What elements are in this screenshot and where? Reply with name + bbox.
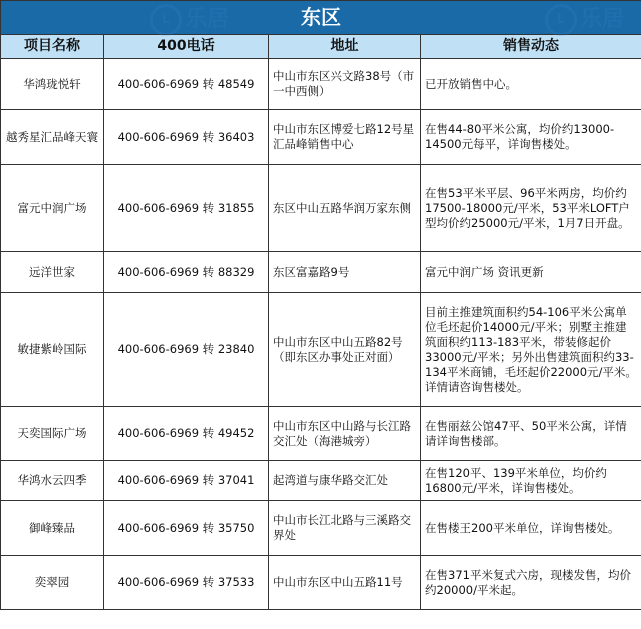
sales-info-cell: 在售371平米复式六房，现楼发售，均价约20000/平米起。	[421, 556, 641, 610]
address-cell: 中山市东区兴文路38号（市一中西侧）	[269, 59, 421, 110]
project-name-cell: 御峰臻品	[1, 501, 104, 556]
phone-cell: 400-606-6969 转 49452	[104, 407, 269, 461]
table-row	[1, 59, 641, 110]
phone-cell: 400-606-6969 转 37533	[104, 556, 269, 610]
header-project-name: 项目名称	[1, 35, 104, 59]
header-sales-info: 销售动态	[421, 35, 641, 59]
phone-cell: 400-606-6969 转 23840	[104, 293, 269, 407]
title-row	[1, 1, 641, 35]
header-phone: 400电话	[104, 35, 269, 59]
table-row	[1, 461, 641, 501]
address-cell: 东区富嘉路9号	[269, 252, 421, 293]
header-row	[1, 35, 641, 59]
project-name-cell: 华鸿水云四季	[1, 461, 104, 501]
phone-cell: 400-606-6969 转 48549	[104, 59, 269, 110]
table-row	[1, 110, 641, 165]
project-name-cell: 奕翠园	[1, 556, 104, 610]
address-cell: 起湾道与康华路交汇处	[269, 461, 421, 501]
address-cell: 中山市东区中山五路82号（即东区办事处正对面）	[269, 293, 421, 407]
phone-cell: 400-606-6969 转 36403	[104, 110, 269, 165]
table-row	[1, 501, 641, 556]
sales-info-cell: 目前主推建筑面积约54-106平米公寓单位毛坯起价14000元/平米；别墅主推建筑面积约113-183平米，带装修起价33000元/平米；另外出售建筑面积约33-134平米商铺，毛坯起价22000元/平米。详情请咨询售楼处。	[421, 293, 641, 407]
address-cell: 中山市长江北路与三溪路交界处	[269, 501, 421, 556]
project-name-cell: 华鸿珑悦轩	[1, 59, 104, 110]
sales-info-cell: 在售丽兹公馆47平、50平米公寓，详情请详询售楼部。	[421, 407, 641, 461]
table-row	[1, 293, 641, 407]
sales-info-cell: 在售44-80平米公寓，均价约13000-14500元每平，详询售楼处。	[421, 110, 641, 165]
address-cell: 中山市东区中山五路11号	[269, 556, 421, 610]
sales-info-cell: 在售120平、139平米单位，均价约16800元/平米，详询售楼处。	[421, 461, 641, 501]
address-cell: 中山市东区中山路与长江路交汇处（海港城旁）	[269, 407, 421, 461]
address-cell: 东区中山五路华润万家东侧	[269, 165, 421, 252]
project-name-cell: 敏捷紫岭国际	[1, 293, 104, 407]
table-row	[1, 165, 641, 252]
project-name-cell: 越秀星汇品峰天寰	[1, 110, 104, 165]
sales-info-cell: 富元中润广场 资讯更新	[421, 252, 641, 293]
phone-cell: 400-606-6969 转 37041	[104, 461, 269, 501]
sales-info-cell: 在售楼王200平米单位，详询售楼处。	[421, 501, 641, 556]
table-row	[1, 252, 641, 293]
project-name-cell: 富元中润广场	[1, 165, 104, 252]
header-address: 地址	[269, 35, 421, 59]
table-row	[1, 556, 641, 610]
sales-info-cell: 已开放销售中心。	[421, 59, 641, 110]
table-row	[1, 407, 641, 461]
sales-info-cell: 在售53平米平层、96平米两房，均价约17500-18000元/平米，53平米LOFT户型均价约25000元/平米，1月7日开盘。	[421, 165, 641, 252]
project-name-cell: 远洋世家	[1, 252, 104, 293]
project-name-cell: 天奕国际广场	[1, 407, 104, 461]
phone-cell: 400-606-6969 转 31855	[104, 165, 269, 252]
district-title: 东区	[1, 1, 641, 35]
phone-cell: 400-606-6969 转 35750	[104, 501, 269, 556]
phone-cell: 400-606-6969 转 88329	[104, 252, 269, 293]
address-cell: 中山市东区博爱七路12号星汇品峰销售中心	[269, 110, 421, 165]
